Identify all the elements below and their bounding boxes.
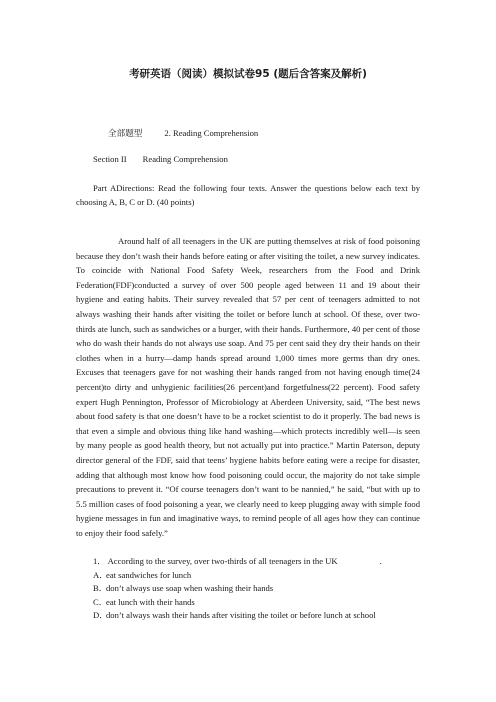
option-text: eat sandwiches for lunch (106, 569, 192, 580)
option-text: don’t always use soap when washing their hands (106, 583, 274, 594)
question-text: According to the survey, over two-thirds of all teenagers in the UK (107, 556, 338, 566)
question-stem (76, 555, 420, 569)
option-b[interactable] (76, 582, 420, 596)
directions-paragraph: Part ADirections: Read the following four texts. Answer the questions below each text by choosing A, B, C or D. (40 points) (76, 183, 420, 207)
question-type-label: 全部题型 (108, 128, 143, 138)
option-letter: C． (93, 596, 108, 607)
section-name: Reading Comprehension (142, 154, 228, 164)
section-label: Section II (93, 154, 127, 164)
question-block (76, 555, 420, 623)
reading-passage: Around half of all teenagers in the UK are putting themselves at risk of food poisoning because they don’t wash their hands before eating or after visiting the toilet, a new survey indicates. To coincide with National Food Safety Week, researchers from the Food and Drink Federation(FDF)conducted a survey of over 500 people aged between 11 and 19 about their hygiene and eating habits. Their survey revealed that 57 per cent of teenagers admitted to not always washing their hands after visiting the toilet or before lunch at school. Of these, over two-thirds ate lunch, such as sandwiches or a burger, with their hands. Furthermore, 40 per cent of those who do wash their hands do not always use soap. And 75 per cent said they dry their hands on their clothes when in a hurry—damp hands spread around 1,000 times more germs than dry ones. Excuses that teenagers gave for not washing their hands ranged from not having enough time(24 percent)to dirty and unhygienic facilities(26 percent)and forgetfulness(22 percent). Food safety expert Hugh Pennington, Professor of Microbiology at Aberdeen University, said, “The best news about food safety is that one doesn’t have to be a rocket scientist to do it properly. The bad news is that even a simple and obvious thing like hand washing—which protects incredibly well—is seen by many people as good health theory, but not actually put into practice.” Martin Paterson, deputy director general of the FDF, said that teens’ hygiene habits before eating were a recipe for disaster, adding that although most know how food poisoning could occur, the majority do not take simple precautions to prevent it. “Of course teenagers don’t want to be nannied,” he said, “but with up to 5.5 million cases of food poisoning a year, we clearly need to keep plugging away with simple food hygiene messages in fun and imaginative ways, to remind people of all ages how they can continue to enjoy their food safely.” (76, 236, 420, 538)
option-letter: D． (93, 610, 108, 621)
option-a[interactable] (76, 569, 420, 583)
section-heading (93, 154, 228, 164)
option-text: eat lunch with their hands (106, 596, 195, 607)
section-number: 2. Reading Comprehension (164, 128, 259, 138)
option-letter: A． (93, 569, 108, 580)
question-stem-end: . (379, 556, 382, 566)
option-letter: B． (93, 583, 108, 594)
option-d[interactable] (76, 609, 420, 623)
option-c[interactable] (76, 596, 420, 610)
document-title: 考研英语（阅读）模拟试卷95 (题后含答案及解析) (129, 68, 367, 80)
option-text: don’t always wash their hands after visiting the toilet or before lunch at school (106, 610, 376, 621)
question-number: 1． (93, 556, 106, 566)
question-type-line (108, 127, 258, 139)
